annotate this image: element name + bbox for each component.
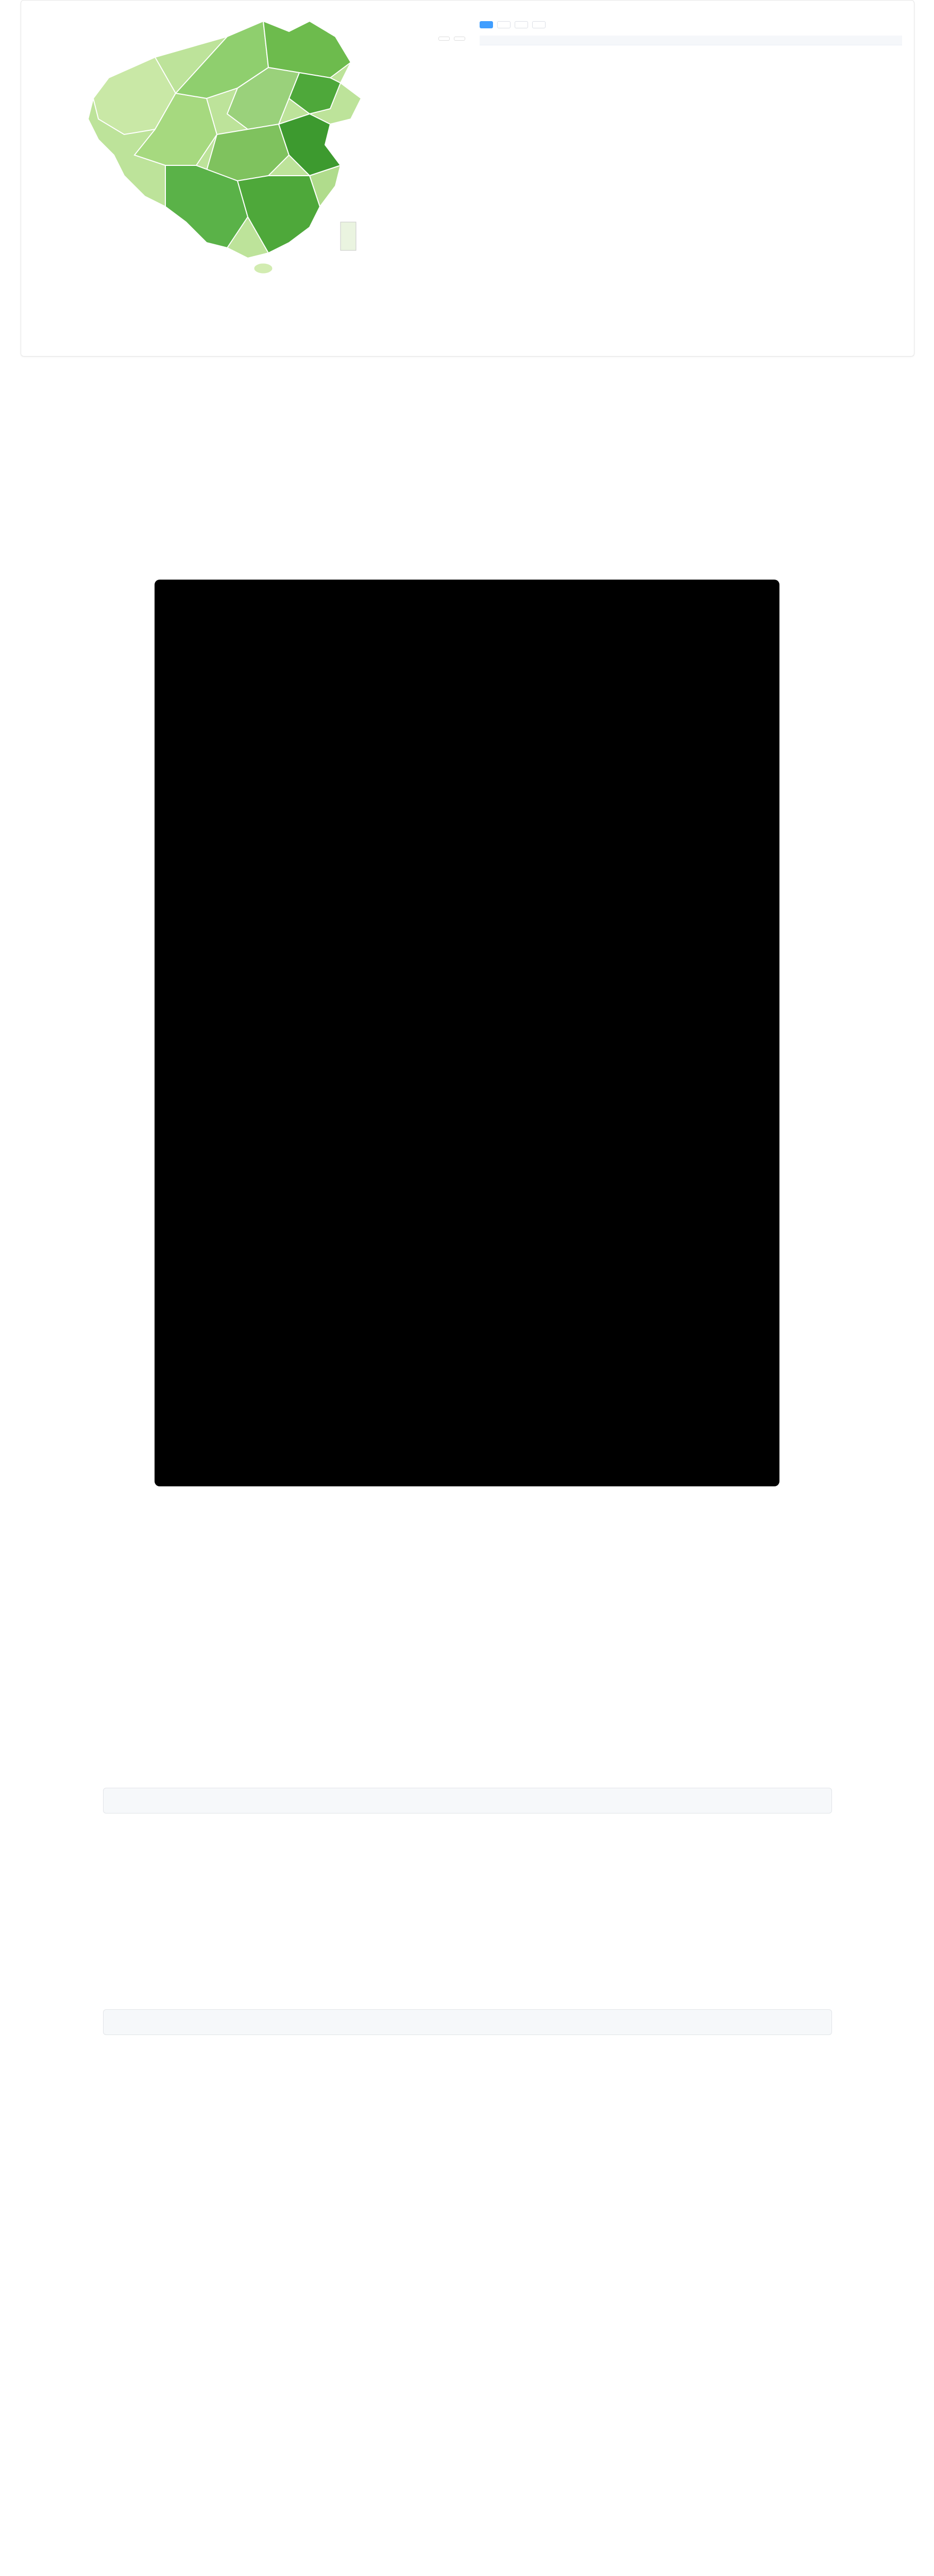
iperf-ipv6-text xyxy=(104,2010,831,2035)
tab-mobile[interactable] xyxy=(515,21,528,28)
map-control-all[interactable] xyxy=(438,37,450,41)
china-latency-map xyxy=(21,1,474,356)
ranking-header-row xyxy=(480,36,902,45)
ranking-time xyxy=(550,21,562,28)
iperf-ipv6-block xyxy=(103,2009,832,2035)
iperf-ipv4-text xyxy=(104,1788,831,1813)
map-panel xyxy=(21,0,914,357)
ranking-table xyxy=(480,36,902,45)
iperf-ipv4-block xyxy=(103,1788,832,1814)
china-map-svg xyxy=(21,1,474,356)
ranking-header-response xyxy=(691,36,796,45)
ranking-header-node xyxy=(480,36,585,45)
ranking-tabs xyxy=(480,21,902,28)
ranking-header-isp xyxy=(585,36,691,45)
province-hainan[interactable] xyxy=(254,263,273,274)
ranking-panel xyxy=(480,21,902,346)
nws-result-text xyxy=(31,2360,902,2368)
tab-selected-node[interactable] xyxy=(532,21,546,28)
ranking-header-avg xyxy=(796,36,902,45)
tab-unicom[interactable] xyxy=(497,21,511,28)
tab-telecom[interactable] xyxy=(480,21,493,28)
nws-result-block xyxy=(31,2360,902,2576)
map-controls xyxy=(438,37,465,41)
ping-terminal xyxy=(155,580,779,1486)
south-sea-inset xyxy=(341,222,356,250)
map-control-refresh[interactable] xyxy=(454,37,465,41)
